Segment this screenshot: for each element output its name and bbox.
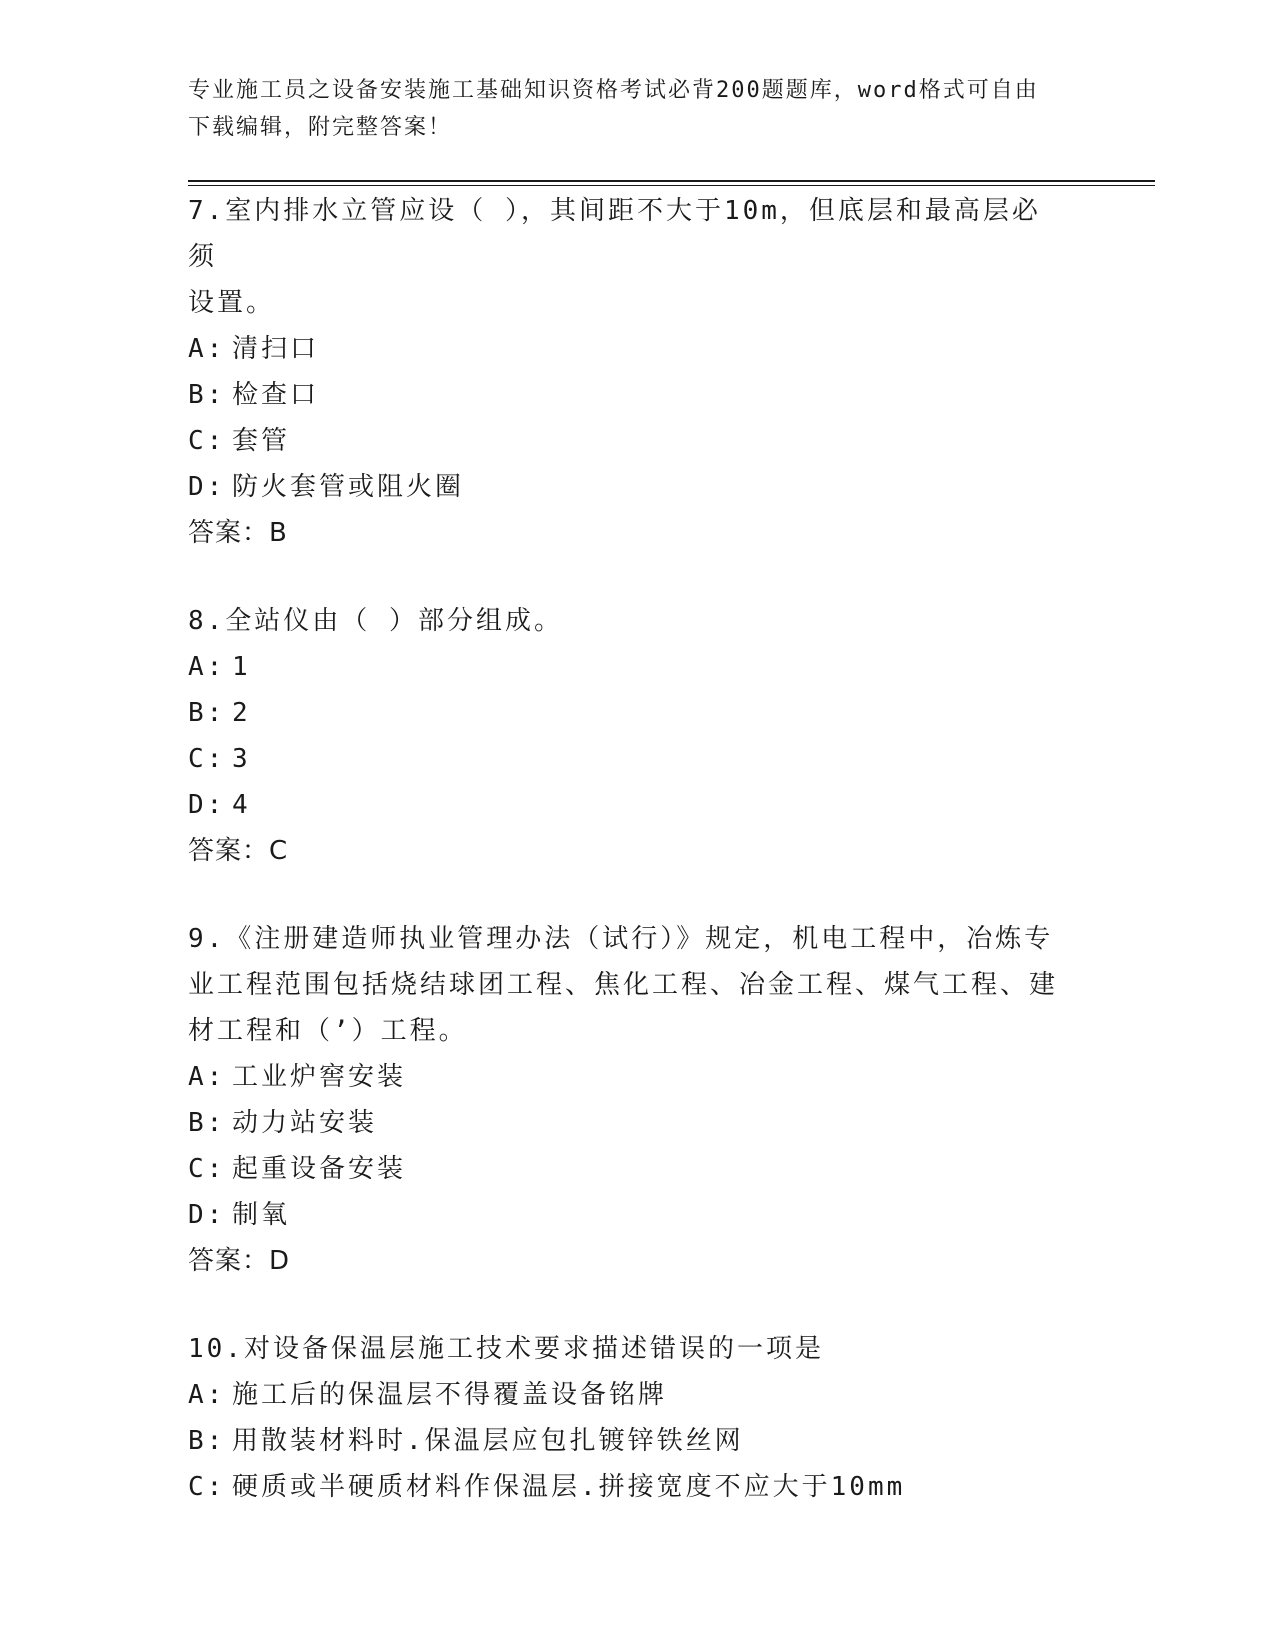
option-label: A: (188, 652, 226, 682)
option-b (188, 1418, 1068, 1464)
option-text: 用散装材料时.保温层应包扎镀锌铁丝网 (232, 1426, 744, 1456)
option-a (188, 644, 1068, 690)
question-10 (188, 1326, 1068, 1510)
option-label: A: (188, 1380, 226, 1410)
option-label: B: (188, 1108, 226, 1138)
option-text: 检查口 (232, 380, 320, 410)
option-label: B: (188, 1426, 226, 1456)
option-c (188, 1146, 1068, 1192)
question-stem-line: 业工程范围包括烧结球团工程、焦化工程、冶金工程、煤气工程、建 (188, 970, 1059, 1000)
option-text: 1 (232, 652, 251, 682)
option-text: 2 (232, 698, 251, 728)
answer-line: 答案：D (188, 1246, 291, 1276)
option-text: 动力站安装 (232, 1108, 378, 1138)
question-8 (188, 598, 1068, 874)
option-b (188, 1100, 1068, 1146)
question-stem-line: 10.对设备保温层施工技术要求描述错误的一项是 (188, 1334, 824, 1364)
option-label: A: (188, 1062, 226, 1092)
header-line-1: 专业施工员之设备安装施工基础知识资格考试必背200题题库，word格式可自由 (188, 78, 1039, 103)
option-text: 3 (232, 744, 251, 774)
header-divider-thick (188, 180, 1155, 182)
option-label: C: (188, 1154, 226, 1184)
question-7 (188, 188, 1068, 556)
option-text: 防火套管或阻火圈 (232, 472, 465, 502)
option-label: C: (188, 744, 226, 774)
option-text: 工业炉窖安装 (232, 1062, 407, 1092)
option-d (188, 1192, 1068, 1238)
question-9 (188, 916, 1068, 1284)
question-stem-line: 8.全站仪由（ ）部分组成。 (188, 606, 563, 636)
option-a (188, 1054, 1068, 1100)
option-a (188, 1372, 1068, 1418)
option-text: 制氧 (232, 1200, 291, 1230)
option-label: B: (188, 380, 226, 410)
option-c (188, 1464, 1068, 1510)
option-d (188, 782, 1068, 828)
question-stem-line: 9.《注册建造师执业管理办法（试行）》规定，机电工程中，冶炼专 (188, 924, 1054, 954)
option-c (188, 736, 1068, 782)
option-label: D: (188, 472, 226, 502)
option-label: B: (188, 698, 226, 728)
question-stem-line: 材工程和（’）工程。 (188, 1016, 468, 1046)
option-text: 施工后的保温层不得覆盖设备铭牌 (232, 1380, 668, 1410)
option-label: D: (188, 790, 226, 820)
document-header (188, 72, 1068, 146)
option-c (188, 418, 1068, 464)
option-b (188, 690, 1068, 736)
option-label: D: (188, 1200, 226, 1230)
answer-line: 答案：B (188, 518, 288, 548)
option-label: C: (188, 426, 226, 456)
option-text: 硬质或半硬质材料作保温层.拼接宽度不应大于10mm (232, 1472, 906, 1502)
header-line-2: 下载编辑，附完整答案！ (188, 115, 453, 140)
option-text: 清扫口 (232, 334, 320, 364)
option-text: 起重设备安装 (232, 1154, 407, 1184)
question-stem-line: 7.室内排水立管应设（ ），其间距不大于10m，但底层和最高层必须 (188, 196, 1041, 272)
question-stem-line: 设置。 (188, 288, 276, 318)
option-b (188, 372, 1068, 418)
option-d (188, 464, 1068, 510)
header-divider-thin (188, 185, 1155, 186)
answer-line: 答案：C (188, 836, 289, 866)
option-a (188, 326, 1068, 372)
question-list (188, 188, 1068, 1552)
option-label: A: (188, 334, 226, 364)
option-label: C: (188, 1472, 226, 1502)
option-text: 4 (232, 790, 251, 820)
option-text: 套管 (232, 426, 291, 456)
